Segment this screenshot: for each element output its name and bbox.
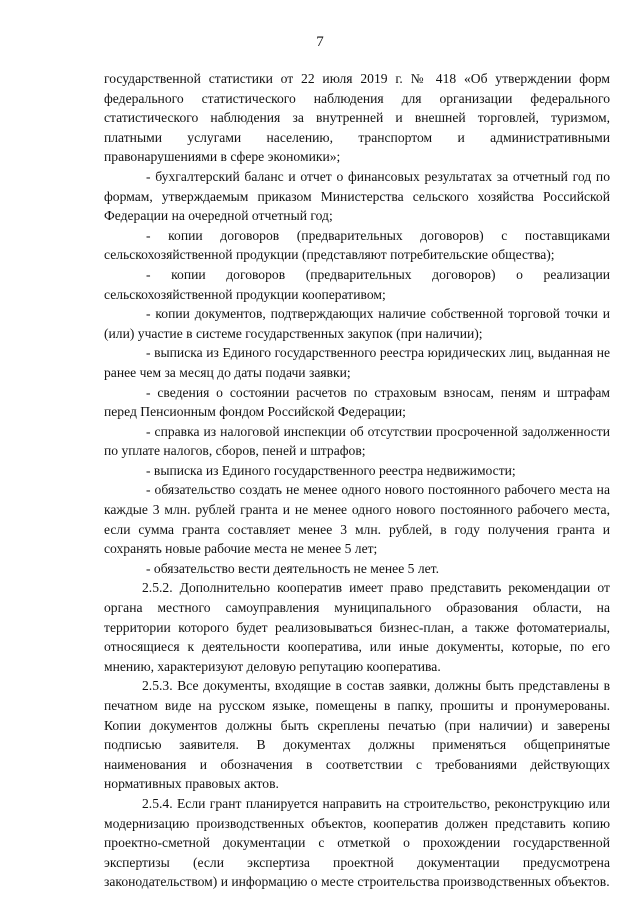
clause-2-5-2: 2.5.2. Дополнительно кооператив имеет право представить рекомендации от органа местного самоуправления муниципального образования области, на территории которого будет реализовываться бизнес-план, а также фотоматериалы, относящиеся к деятельности кооператива, или иные документы, которые, по его мнению, характеризуют деловую репутацию кооператива. bbox=[104, 580, 610, 674]
body-text bbox=[104, 69, 610, 892]
list-item-balance-sheet: - бухгалтерский баланс и отчет о финансовых результатах за отчетный год по формам, утверждаемым приказом Министерства сельского хозяйства Российской Федерации на очередной отчетный год; bbox=[104, 168, 610, 224]
list-item-activity-obligation: - обязательство вести деятельность не менее 5 лет. bbox=[146, 560, 439, 576]
list-item-legal-entity-register-extract: - выписка из Единого государственного реестра юридических лиц, выданная не ранее чем за месяц до даты подачи заявки; bbox=[104, 345, 610, 380]
list-item-real-estate-register-extract: - выписка из Единого государственного реестра недвижимости; bbox=[146, 462, 516, 478]
list-item-tax-certificate: - справка из налоговой инспекции об отсутствии просроченной задолженности по уплате налогов, сборов, пеней и штрафов; bbox=[104, 423, 610, 459]
clause-2-5-4: 2.5.4. Если грант планируется направить на строительство, реконструкцию или модернизацию производственных объектов, кооператив должен представить копию проектно-сметной документации с отметкой о прохождении государственной экспертизы (если экспертиза проектной документации предусмотрена законодательством) и информацию о месте строительства производственных объектов. bbox=[104, 795, 610, 890]
list-item-pension-fund-settlements: - сведения о состоянии расчетов по страховым взносам, пеням и штрафам перед Пенсионным фондом Российской Федерации; bbox=[104, 384, 610, 420]
list-item-supplier-contracts: - копии договоров (предварительных договоров) с поставщиками сельскохозяйственной продукции (представляют потребительские общества); bbox=[104, 227, 610, 263]
paragraph-continuation: государственной статистики от 22 июля 2019 г. № 418 «Об утверждении форм федерального статистического наблюдения для организации федерального статистического наблюдения за внутренней и внешней торговлей, туризмом, платными услугами населению, транспортом и административными правонарушениями в сфере экономики»; bbox=[104, 71, 610, 165]
list-item-trade-point-documents: - копии документов, подтверждающих наличие собственной торговой точки и (или) участие в системе государственных закупок (при наличии); bbox=[104, 306, 610, 341]
list-item-jobs-obligation: - обязательство создать не менее одного нового постоянного рабочего места на каждые 3 млн. рублей гранта и не менее одного нового постоянного рабочего места, если сумма гранта составляет менее 3 млн. рублей, в году получения гранта и сохранять новые рабочие места не менее 5 лет; bbox=[104, 482, 610, 557]
page-number: 7 bbox=[316, 34, 324, 50]
clause-2-5-3: 2.5.3. Все документы, входящие в состав заявки, должны быть представлены в печатном виде на русском языке, помещены в папку, прошиты и пронумерованы. Копии документов должны быть скреплены печатью (при наличии) и заверены подписью заявителя. В документах должны применяться общепринятые наименования и обозначения в соответствии с требованиями действующих нормативных правовых актов. bbox=[104, 678, 610, 792]
list-item-sales-contracts: - копии договоров (предварительных договоров) о реализации сельскохозяйственной продукции кооперативом; bbox=[104, 266, 610, 302]
